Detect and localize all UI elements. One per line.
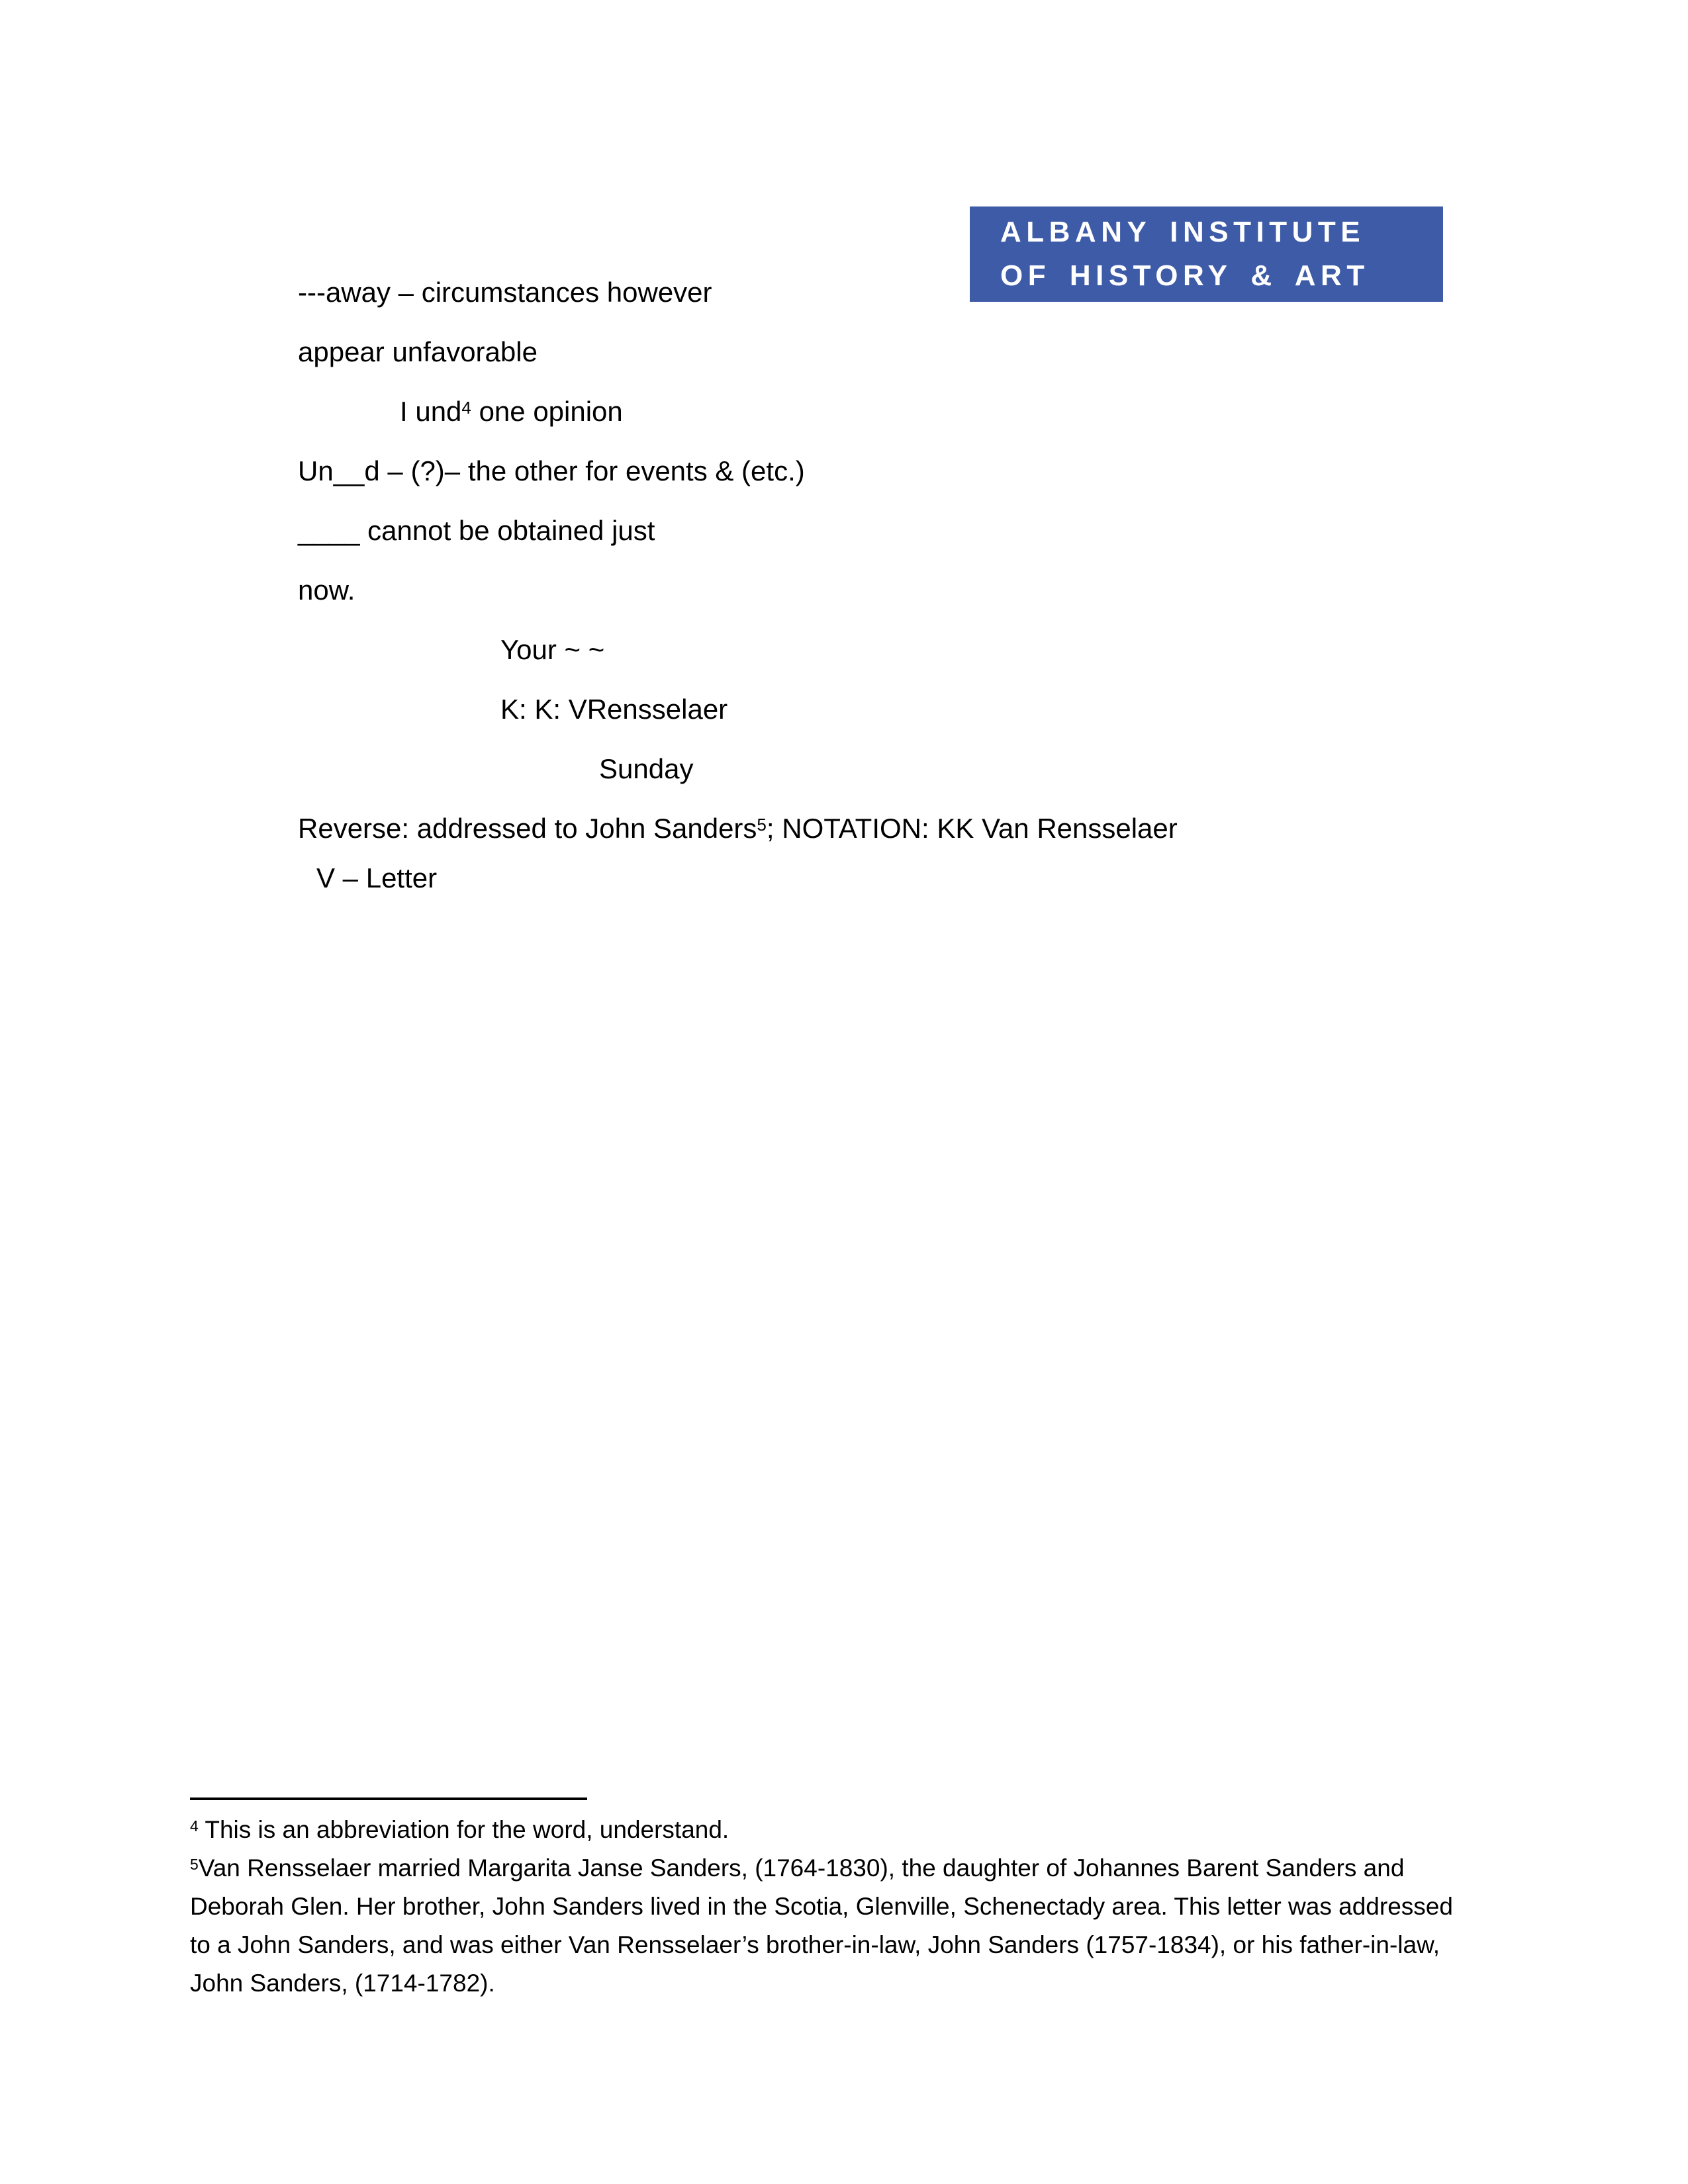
footnote-4-marker: 4 xyxy=(190,1817,199,1835)
logo-line-2: OF HISTORY & ART xyxy=(1000,259,1370,292)
letter-line: ____ cannot be obtained just xyxy=(298,515,655,546)
letter-line xyxy=(298,382,1178,441)
letter-line: V – Letter xyxy=(316,862,438,893)
footnote-5-text: Van Rensselaer married Margarita Janse Sanders, (1764-1830), the daughter of Johannes Barent Sanders and xyxy=(198,1854,1405,1882)
footnote-ref-4: 4 xyxy=(461,398,471,418)
footnote-5-line: John Sanders, (1714-1782). xyxy=(190,1970,495,1997)
letter-line-text: I und xyxy=(400,396,462,427)
footnote-5-line: Deborah Glen. Her brother, John Sanders lived in the Scotia, Glenville, Schenectady area. This letter was addressed xyxy=(190,1893,1453,1920)
letter-line: appear unfavorable xyxy=(298,336,538,367)
letter-line-text: ; NOTATION: KK Van Rensselaer xyxy=(766,813,1178,844)
footnote-4 xyxy=(190,1811,1521,1849)
letter-line-reverse-note xyxy=(298,799,1178,858)
footnote-ref-5: 5 xyxy=(757,815,767,835)
letter-line-date: Sunday xyxy=(599,753,694,784)
letter-line: now. xyxy=(298,574,355,606)
letter-line-text: one opinion xyxy=(471,396,623,427)
letter-line-text: Reverse: addressed to John Sanders xyxy=(298,813,757,844)
footnote-4-text: This is an abbreviation for the word, understand. xyxy=(198,1816,729,1843)
footnote-5-line: to a John Sanders, and was either Van Rensselaer’s brother-in-law, John Sanders (1757-1834), or his father-in-law, xyxy=(190,1931,1440,1958)
footnote-5-line xyxy=(190,1849,1521,1888)
logo-line-1: ALBANY INSTITUTE xyxy=(1000,216,1366,248)
letter-line-closing: Your ~ ~ xyxy=(500,634,605,665)
footnotes-section xyxy=(190,1811,1521,2003)
footnote-separator xyxy=(190,1797,587,1800)
letter-line-signature: K: K: VRensselaer xyxy=(500,694,728,725)
letter-line: Un__d – (?)– the other for events & (etc.) xyxy=(298,455,805,486)
letter-line: ---away – circumstances however xyxy=(298,277,712,308)
letter-transcription xyxy=(298,263,1178,898)
footnote-5-marker: 5 xyxy=(190,1856,199,1874)
